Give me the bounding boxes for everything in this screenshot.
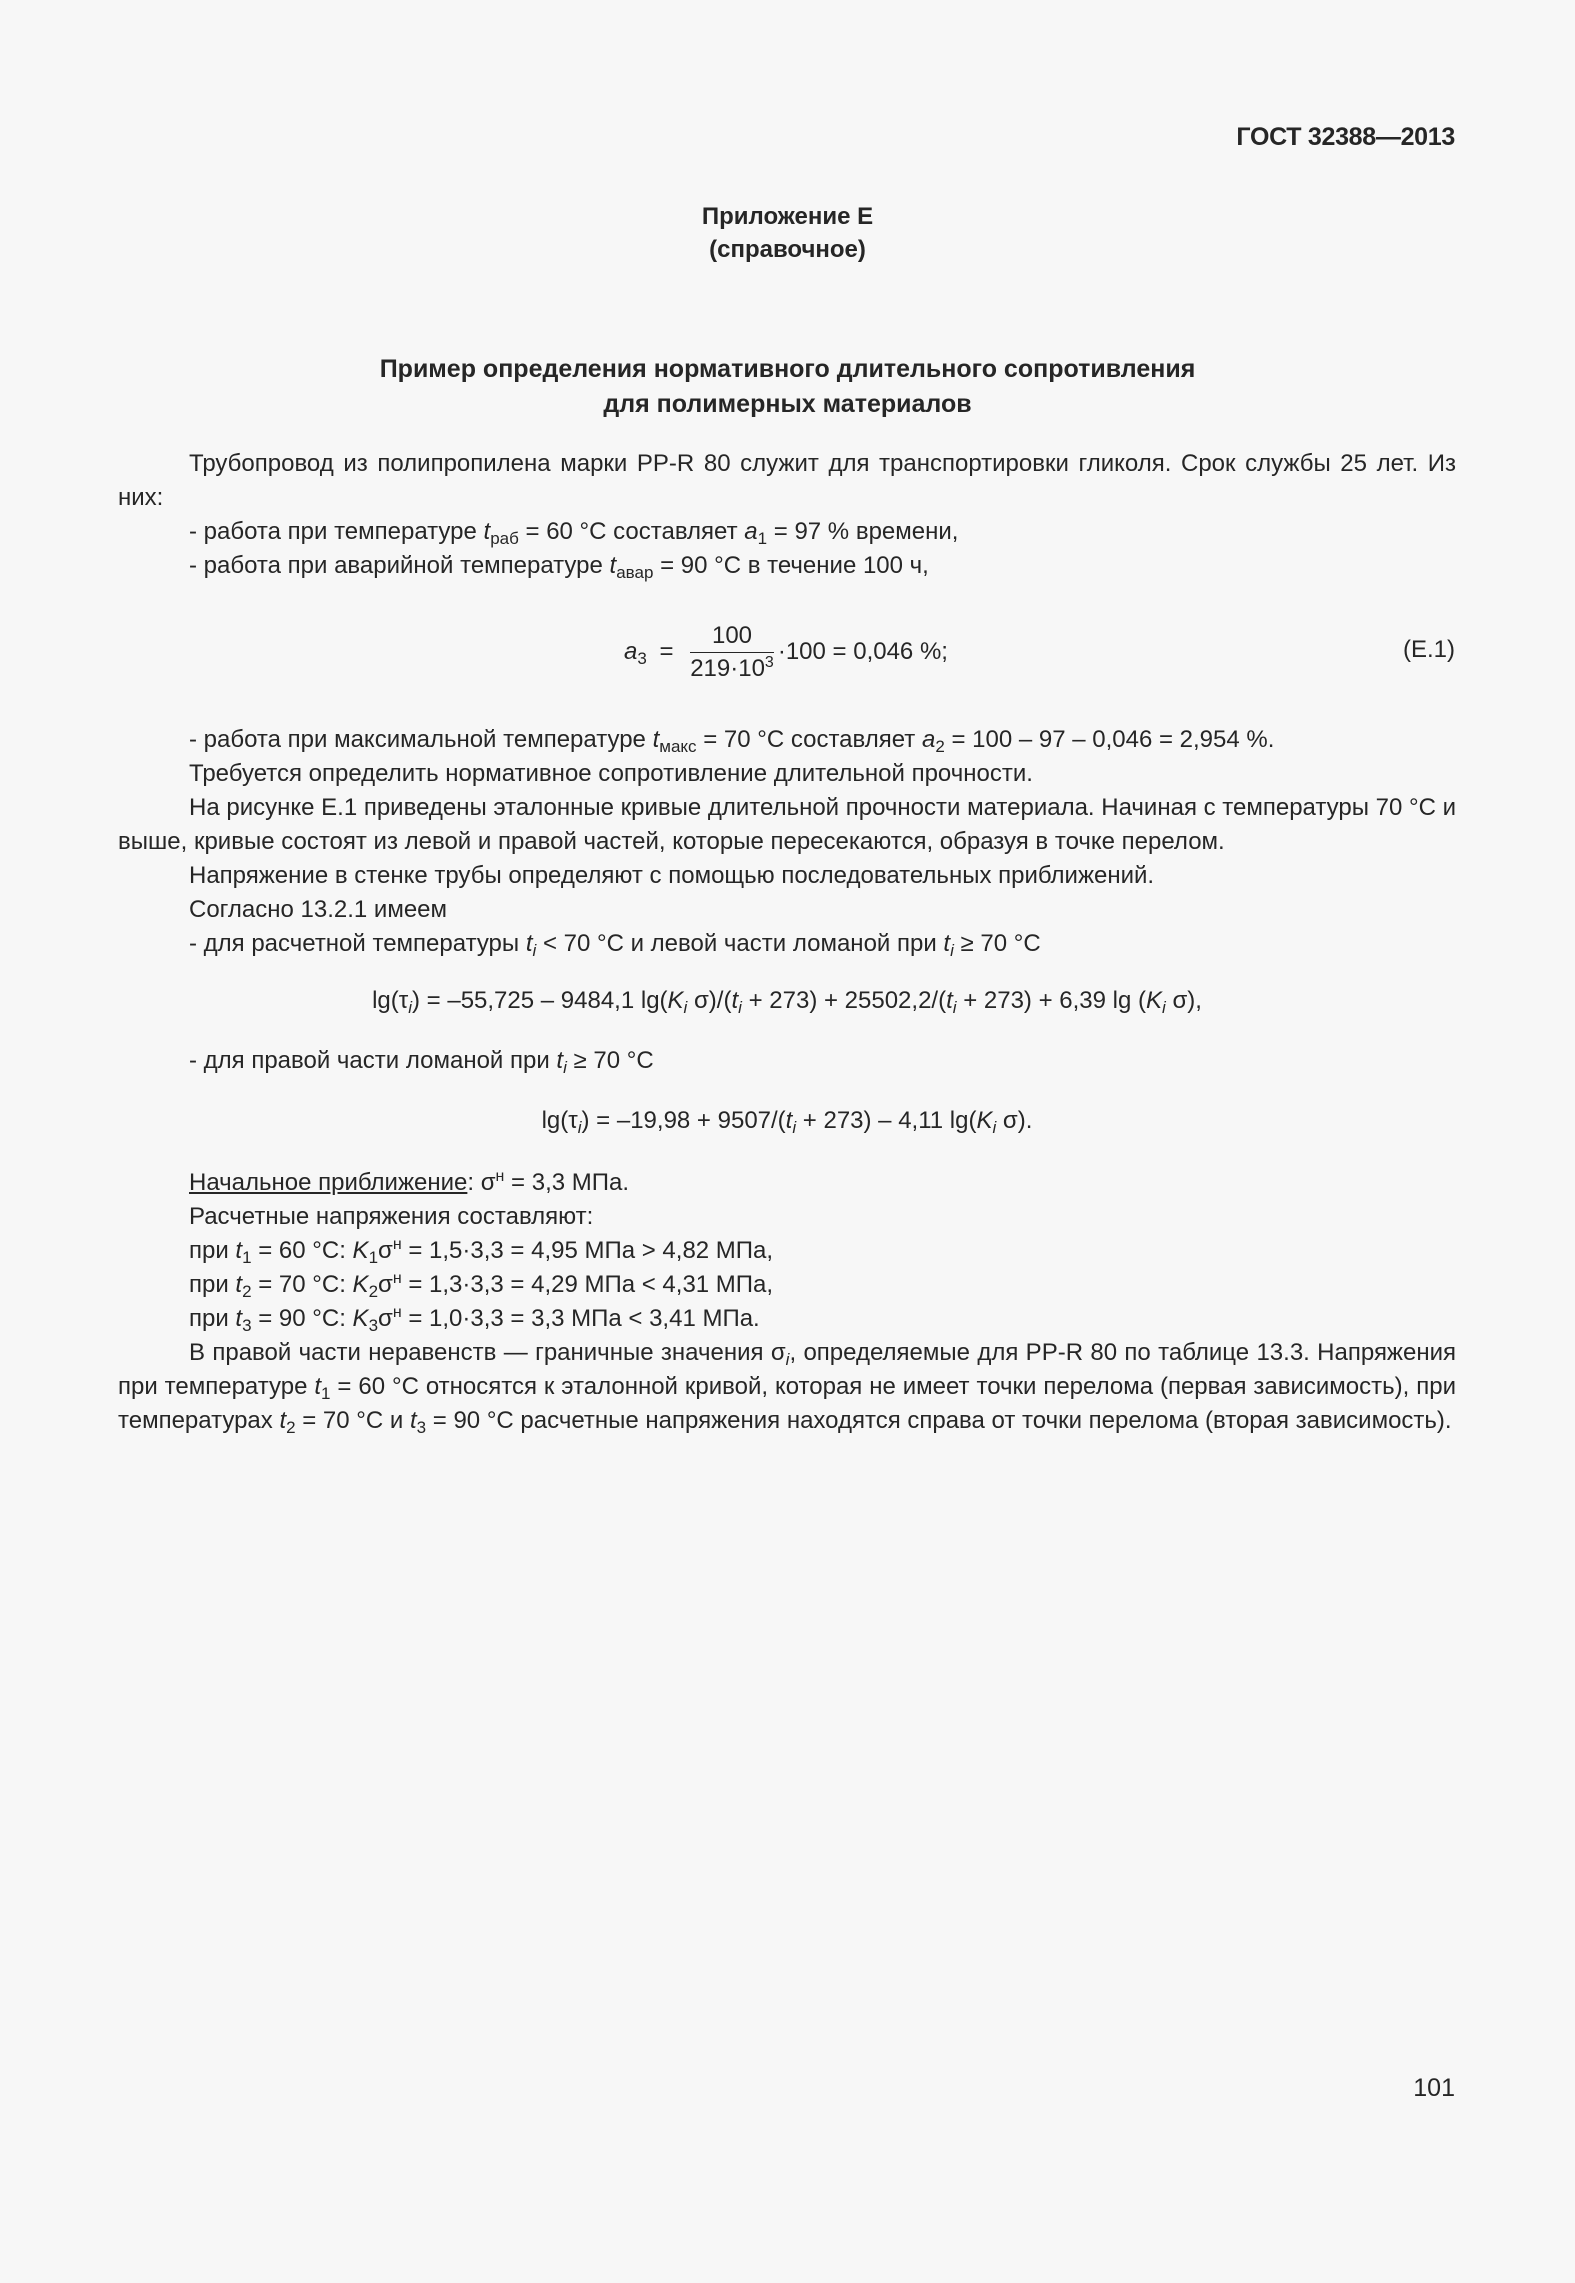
var-k: K bbox=[1146, 987, 1163, 1014]
approximation-block bbox=[118, 1166, 1456, 1438]
subscript: 2 bbox=[368, 1282, 379, 1301]
subscript: 1 bbox=[757, 529, 768, 548]
var-t: t bbox=[785, 1107, 793, 1134]
text-run: ) = –55,725 – 9484,1 lg( bbox=[412, 987, 668, 1014]
paragraph-right-case bbox=[118, 1044, 1456, 1078]
text-run: + 273) – 4,11 lg( bbox=[796, 1107, 977, 1134]
var-t: t bbox=[609, 552, 617, 579]
conclusion-paragraph bbox=[118, 1336, 1456, 1438]
text-run: - для расчетной температуры bbox=[189, 930, 526, 957]
subscript: i bbox=[532, 941, 537, 960]
bullet-3 bbox=[118, 723, 1456, 757]
text-run: - работа при аварийной температуре bbox=[189, 552, 610, 579]
paragraph-according: Согласно 13.2.1 имеем bbox=[189, 896, 448, 923]
section-title-line2: для полимерных материалов bbox=[603, 390, 972, 418]
var-t: t bbox=[314, 1373, 322, 1400]
subscript: i bbox=[785, 1350, 790, 1369]
superscript: н bbox=[495, 1168, 505, 1185]
calc-row-2 bbox=[118, 1268, 1456, 1302]
text-run: σ). bbox=[996, 1107, 1033, 1134]
var-t: t bbox=[235, 1237, 243, 1264]
subscript: 2 bbox=[242, 1282, 252, 1301]
appendix-subtitle: (справочное) bbox=[709, 236, 866, 263]
appendix-title: Приложение Е bbox=[701, 203, 874, 230]
text-run: ≥ 70 °С bbox=[566, 1047, 654, 1074]
initial-approximation bbox=[118, 1166, 1456, 1200]
var-t: t bbox=[483, 518, 491, 545]
var-k: K bbox=[667, 987, 684, 1014]
var-t: t bbox=[235, 1271, 243, 1298]
paragraph-approximation: Напряжение в стенке трубы определяют с помощью последовательных приближений. bbox=[189, 862, 1155, 889]
subscript: i bbox=[792, 1118, 797, 1137]
calc-row-3 bbox=[118, 1302, 1456, 1336]
text-run: = 100 – 97 – 0,046 = 2,954 %. bbox=[944, 726, 1275, 753]
subscript: 2 bbox=[286, 1418, 296, 1437]
subscript: i bbox=[1162, 998, 1166, 1017]
subscript: 1 bbox=[368, 1248, 379, 1267]
text-run: lg(τ bbox=[372, 987, 409, 1014]
subscript: i bbox=[683, 998, 688, 1017]
subscript: i bbox=[738, 998, 742, 1017]
subscript: авар bbox=[616, 563, 654, 582]
text-run: ≥ 70 °С bbox=[953, 930, 1041, 957]
subscript: i bbox=[952, 998, 957, 1017]
body-block bbox=[118, 723, 1456, 961]
superscript: н bbox=[392, 1270, 402, 1287]
page-number: 101 bbox=[1413, 2074, 1455, 2102]
formula-right-branch bbox=[118, 1104, 1456, 1138]
subscript: 3 bbox=[637, 648, 647, 668]
var-a: a bbox=[921, 726, 936, 753]
var-k: K bbox=[352, 1237, 369, 1264]
var-t: t bbox=[652, 726, 660, 753]
intro-paragraph: Трубопровод из полипропилена марки PP-R 80 служит для транспортировки гликоля. Срок службы 25 лет. Из них: bbox=[118, 450, 1456, 511]
subscript: раб bbox=[490, 529, 519, 548]
var-t: t bbox=[525, 930, 533, 957]
var-k: K bbox=[976, 1107, 993, 1134]
text-run: = 60 °С относятся к эталонной кривой, которая не имеет точки перелома (первая зависимость), при температурах bbox=[118, 1373, 1456, 1434]
text-run: < 70 °С и левой части ломаной при bbox=[536, 930, 944, 957]
var-t: t bbox=[731, 987, 739, 1014]
subscript: 3 bbox=[368, 1316, 379, 1335]
text-run: = 90 °С: bbox=[251, 1305, 353, 1332]
calc-intro: Расчетные напряжения составляют: bbox=[189, 1203, 594, 1230]
text-run: 219·10 bbox=[690, 655, 765, 682]
formula-tail: ·100 = 0,046 %; bbox=[777, 637, 948, 665]
subscript: 3 bbox=[242, 1316, 252, 1335]
calc-row-1 bbox=[118, 1234, 1456, 1268]
superscript: 3 bbox=[764, 654, 774, 671]
superscript: н bbox=[392, 1236, 402, 1253]
text-run: = 1,5·3,3 = 4,95 МПа > 4,82 МПа, bbox=[401, 1237, 774, 1264]
text-run: + 273) + 25502,2/( bbox=[741, 987, 947, 1014]
intro-bullet-2 bbox=[118, 549, 1456, 583]
sigma: σ bbox=[378, 1305, 393, 1332]
subscript: 3 bbox=[416, 1418, 427, 1437]
appendix-heading bbox=[0, 200, 1575, 266]
subscript: 1 bbox=[321, 1384, 331, 1403]
text-run: = 1,0·3,3 = 3,3 МПа < 3,41 МПа. bbox=[401, 1305, 760, 1332]
text-run: = 3,3 МПа. bbox=[504, 1169, 630, 1196]
text-run: - работа при максимальной температуре bbox=[189, 726, 653, 753]
var-t: t bbox=[279, 1407, 287, 1434]
var-t: t bbox=[235, 1305, 243, 1332]
text-run: ) = –19,98 + 9507/( bbox=[581, 1107, 786, 1134]
text-run: = 90 °С расчетные напряжения находятся справа от точки перелома (вторая зависимость). bbox=[426, 1407, 1452, 1434]
superscript: н bbox=[392, 1304, 402, 1321]
text-run: + 273) + 6,39 lg ( bbox=[956, 987, 1146, 1014]
right-case-block bbox=[118, 1044, 1456, 1078]
text-run: σ), bbox=[1165, 987, 1202, 1014]
text-run: = 97 % времени, bbox=[767, 518, 959, 545]
text-run: = 70 °С: bbox=[251, 1271, 353, 1298]
underlined-label: Начальное приближение bbox=[189, 1169, 468, 1196]
text-run: при bbox=[189, 1237, 236, 1264]
formula-e1 bbox=[624, 622, 948, 683]
sigma: σ bbox=[378, 1271, 393, 1298]
text-run: - для правой части ломаной при bbox=[189, 1047, 557, 1074]
sigma: σ bbox=[378, 1237, 393, 1264]
subscript: i bbox=[577, 1118, 582, 1137]
subscript: макс bbox=[659, 737, 697, 756]
section-title bbox=[0, 352, 1575, 422]
text-run: = 70 °С и bbox=[295, 1407, 410, 1434]
text-run: = 70 °С составляет bbox=[696, 726, 922, 753]
text-run: = 1,3·3,3 = 4,29 МПа < 4,31 МПа, bbox=[401, 1271, 774, 1298]
var-k: K bbox=[352, 1305, 369, 1332]
var-t: t bbox=[943, 930, 951, 957]
numerator: 100 bbox=[690, 622, 774, 653]
intro-bullet-1 bbox=[118, 515, 1456, 549]
var-t: t bbox=[556, 1047, 564, 1074]
var-t: t bbox=[409, 1407, 417, 1434]
var-a: a bbox=[624, 637, 638, 665]
paragraph-left-case bbox=[118, 927, 1456, 961]
standard-code: ГОСТ 32388—2013 bbox=[1236, 123, 1455, 151]
text-run: - работа при температуре bbox=[189, 518, 484, 545]
subscript: 1 bbox=[242, 1248, 252, 1267]
paragraph-figure-ref: На рисунке Е.1 приведены эталонные кривые длительной прочности материала. Начиная с температуры 70 °С и выше, кривые состоят из левой и правой частей, которые пересекаются, образуя в точке перелом. bbox=[118, 794, 1456, 855]
section-title-line1: Пример определения нормативного длительного сопротивления bbox=[379, 355, 1196, 383]
subscript: i bbox=[992, 1118, 997, 1137]
formula-left-branch bbox=[118, 984, 1456, 1018]
denominator bbox=[690, 653, 774, 683]
equation-number: (Е.1) bbox=[1402, 636, 1455, 663]
subscript: i bbox=[950, 941, 954, 960]
text-run: при bbox=[189, 1271, 236, 1298]
subscript: 2 bbox=[935, 737, 945, 756]
var-k: K bbox=[352, 1271, 369, 1298]
text-run: : σ bbox=[467, 1169, 496, 1196]
text-run: = 90 °С в течение 100 ч, bbox=[653, 552, 929, 579]
subscript: i bbox=[563, 1058, 567, 1077]
text-run: , определяемые для PP-R 80 по таблице 13.3. Напряжения при температуре bbox=[118, 1339, 1456, 1400]
text-run: σ)/( bbox=[687, 987, 732, 1014]
paragraph-requirement: Требуется определить нормативное сопротивление длительной прочности. bbox=[189, 760, 1033, 787]
text-run: при bbox=[189, 1305, 236, 1332]
intro-block bbox=[118, 447, 1456, 583]
fraction bbox=[690, 622, 774, 683]
text-run: = 60 °С составляет bbox=[518, 518, 745, 545]
text-run: = 60 °С: bbox=[251, 1237, 353, 1264]
var-t: t bbox=[946, 987, 953, 1014]
var-a: a bbox=[744, 518, 758, 545]
text-run: В правой части неравенств — граничные значения σ bbox=[189, 1339, 786, 1366]
equals-sign: = bbox=[659, 637, 674, 665]
text-run: lg(τ bbox=[541, 1107, 578, 1134]
subscript: i bbox=[408, 998, 412, 1017]
